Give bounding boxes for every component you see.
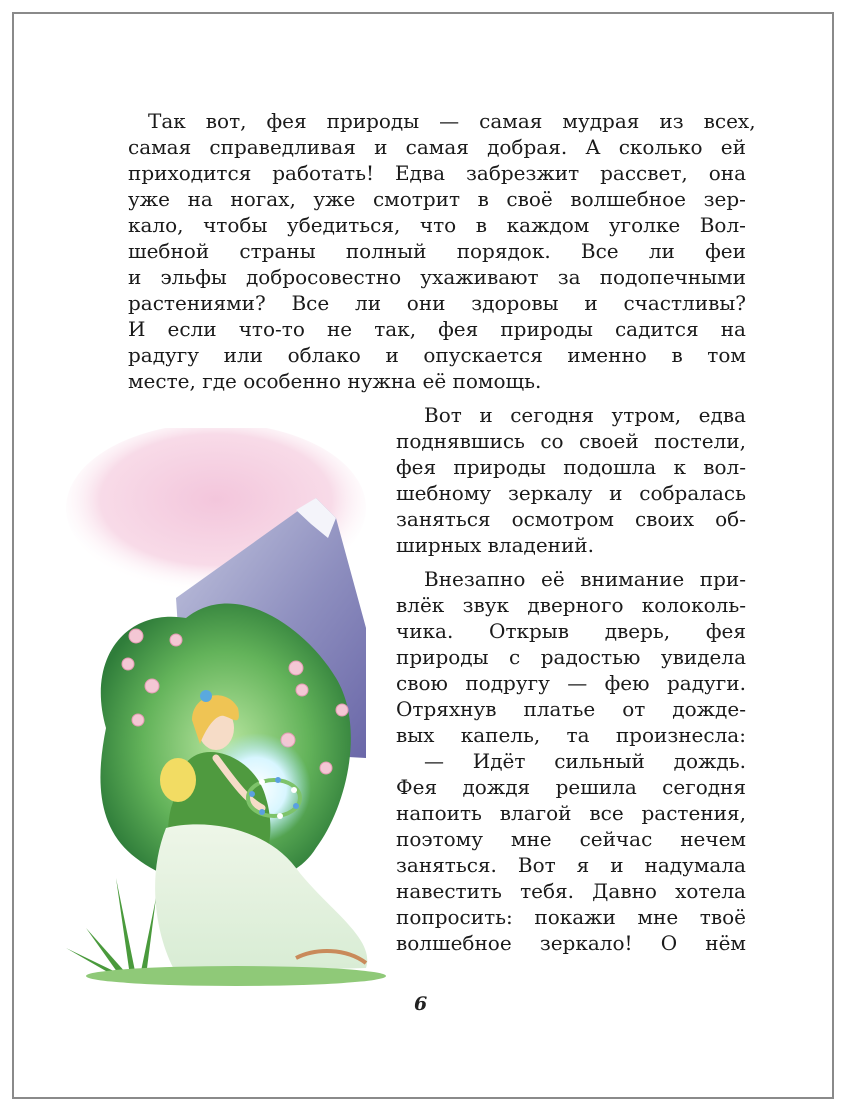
word: и: [128, 265, 142, 289]
word: счастливы?: [623, 291, 746, 315]
text-line: [396, 904, 746, 930]
word: звук: [462, 593, 510, 617]
text-line: [396, 402, 746, 428]
word: страны: [239, 239, 316, 263]
word: тебя.: [520, 879, 574, 903]
word: сколько: [618, 135, 703, 159]
word: и: [584, 291, 598, 315]
word: ли: [648, 239, 675, 263]
word: Внезапно: [424, 567, 526, 591]
word: растениями?: [128, 291, 266, 315]
word: свою: [396, 671, 448, 695]
word: они: [406, 291, 446, 315]
word: хотела: [675, 879, 746, 903]
word: не: [326, 317, 353, 341]
word: и: [385, 343, 399, 367]
text-line: [396, 532, 746, 558]
word: природы: [500, 317, 593, 341]
word: увидела: [660, 645, 746, 669]
word: она: [708, 161, 746, 185]
word: фея: [396, 455, 437, 479]
word: вол-: [703, 455, 746, 479]
text-line: [396, 878, 746, 904]
word: всех,: [703, 109, 756, 133]
word: колоколь-: [641, 593, 746, 617]
word: поэтому: [396, 827, 484, 851]
word: добросовестно: [245, 265, 402, 289]
word: ей: [720, 135, 746, 159]
text-line: [396, 826, 746, 852]
word: добрая.: [487, 135, 568, 159]
fairy-illustration: [66, 428, 386, 988]
word: что: [419, 213, 457, 237]
word: Едва: [394, 161, 446, 185]
word: своих: [634, 507, 695, 531]
grass-blades: [66, 878, 156, 978]
word: фея: [438, 317, 479, 341]
word: уже: [313, 187, 356, 211]
word: покажи: [534, 905, 616, 929]
word: фею: [604, 671, 650, 695]
word: нём: [705, 931, 746, 955]
word: здоровы: [471, 291, 559, 315]
word: опускается: [423, 343, 543, 367]
word: её: [541, 567, 565, 591]
word: забрезжит: [465, 161, 580, 185]
word: справедливая: [209, 135, 356, 159]
word: заняться: [396, 507, 491, 531]
text-line: [396, 480, 746, 506]
word: заняться.: [396, 853, 497, 877]
word: сильный: [554, 749, 645, 773]
word: навестить: [396, 879, 502, 903]
word: поднявшись: [396, 429, 525, 453]
word: собралась: [639, 481, 746, 505]
word: природы: [326, 109, 420, 133]
hair-flower: [200, 690, 212, 702]
word: едва: [698, 403, 746, 427]
text-line: [396, 618, 746, 644]
text-line: [128, 186, 746, 212]
word: Все: [580, 239, 619, 263]
text-line: [128, 212, 746, 238]
word: от: [622, 697, 646, 721]
word: надумала: [644, 853, 746, 877]
word: дверь,: [604, 619, 671, 643]
word: И: [128, 317, 146, 341]
word: твоё: [699, 905, 746, 929]
word: садится: [614, 317, 699, 341]
word: Фея: [396, 775, 438, 799]
text-line: [396, 800, 746, 826]
word: внимание: [580, 567, 685, 591]
word: и: [610, 853, 624, 877]
text-line: [396, 454, 746, 480]
word: Идёт: [472, 749, 526, 773]
word: уже: [128, 187, 171, 211]
word: самая: [128, 135, 192, 159]
word: на: [187, 187, 213, 211]
word: фея: [705, 619, 746, 643]
word: влёк: [396, 593, 445, 617]
word: эльфы: [160, 265, 227, 289]
word: самая: [479, 109, 543, 133]
text-line: [128, 134, 746, 160]
word: каждом: [506, 213, 590, 237]
word: решила: [555, 775, 637, 799]
word: подопечными: [599, 265, 746, 289]
word: ногах,: [230, 187, 296, 211]
word: том: [707, 343, 746, 367]
word: мне: [637, 905, 679, 929]
word: дверного: [527, 593, 624, 617]
word: своей: [579, 429, 639, 453]
word: капель,: [460, 723, 541, 747]
word: напоить: [396, 801, 482, 825]
text-line: [128, 238, 746, 264]
grass-ground: [86, 966, 386, 986]
word: с: [509, 645, 521, 669]
word: я: [576, 853, 590, 877]
word: об-: [715, 507, 746, 531]
word: радугу: [128, 343, 200, 367]
word: мне: [510, 827, 552, 851]
word: и: [609, 481, 623, 505]
text-line: [396, 930, 746, 956]
word: Открыв: [489, 619, 569, 643]
word: шебному: [396, 481, 492, 505]
word: Вол-: [699, 213, 746, 237]
text-line: [396, 748, 746, 774]
word: природы: [453, 455, 546, 479]
word: та: [566, 723, 590, 747]
word: зеркалу: [507, 481, 593, 505]
text-line: [128, 316, 746, 342]
word: дожде-: [672, 697, 746, 721]
word: радостью: [540, 645, 641, 669]
word: в: [671, 343, 683, 367]
word: дождь.: [673, 749, 746, 773]
text-line-content: месте, где особенно нужна её помощь.: [128, 369, 542, 393]
word: Вот: [424, 403, 462, 427]
fairy-sleeve: [160, 758, 196, 802]
word: на: [720, 317, 746, 341]
word: приходится: [128, 161, 252, 185]
text-line: [396, 592, 746, 618]
word: к: [673, 455, 686, 479]
word: и: [479, 403, 493, 427]
word: сейчас: [579, 827, 653, 851]
word: зер-: [703, 187, 746, 211]
word: сегодня: [510, 403, 595, 427]
word: А: [585, 135, 601, 159]
word: влагой: [499, 801, 572, 825]
word: мудрая: [562, 109, 640, 133]
word: ухаживают: [420, 265, 539, 289]
word: нечем: [680, 827, 746, 851]
word: из: [659, 109, 684, 133]
word: растения,: [641, 801, 746, 825]
text-line: [128, 290, 746, 316]
word: феи: [705, 239, 746, 263]
text-line: [396, 852, 746, 878]
word: природы: [396, 645, 489, 669]
word: осмотром: [511, 507, 614, 531]
word: уголке: [608, 213, 681, 237]
word: сегодня: [662, 775, 746, 799]
word: работать!: [272, 161, 375, 185]
word: в: [475, 213, 488, 237]
word: рассвет,: [600, 161, 688, 185]
word: фея: [266, 109, 307, 133]
word: волшебное: [570, 187, 687, 211]
text-line: [396, 696, 746, 722]
text-line: [128, 368, 746, 394]
word: убедиться,: [286, 213, 401, 237]
word: постели,: [654, 429, 746, 453]
word: со: [540, 429, 564, 453]
word: облако: [287, 343, 361, 367]
word: Отряхнув: [396, 697, 497, 721]
word: Все: [291, 291, 330, 315]
word: О: [660, 931, 678, 955]
word: утром,: [611, 403, 682, 427]
word: Так: [148, 109, 186, 133]
word: —: [567, 671, 588, 695]
word: чика.: [396, 619, 454, 643]
word: шебной: [128, 239, 210, 263]
text-line: [396, 506, 746, 532]
text-line: [128, 342, 746, 368]
word: порядок.: [456, 239, 551, 263]
word: зеркало!: [539, 931, 633, 955]
text-line: [396, 670, 746, 696]
word: дождя: [462, 775, 531, 799]
word: —: [439, 109, 460, 133]
text-line: [128, 160, 746, 186]
word: или: [223, 343, 264, 367]
word: при-: [699, 567, 746, 591]
word: и: [374, 135, 388, 159]
word: полный: [345, 239, 427, 263]
word: ли: [354, 291, 382, 315]
word: все: [589, 801, 624, 825]
word: чтобы: [203, 213, 268, 237]
word: Давно: [592, 879, 657, 903]
word: произнесла:: [615, 723, 746, 747]
word: за: [557, 265, 581, 289]
word: платье: [523, 697, 596, 721]
text-line-content: ширных владений.: [396, 533, 594, 557]
word: своё: [506, 187, 553, 211]
text-line: [128, 108, 756, 134]
word: волшебное: [396, 931, 512, 955]
word: Вот: [517, 853, 556, 877]
page-number: 6: [414, 993, 428, 1015]
word: кало,: [128, 213, 184, 237]
word: именно: [567, 343, 647, 367]
word: смотрит: [372, 187, 461, 211]
text-line: [396, 722, 746, 748]
text-line: [396, 566, 746, 592]
word: попросить:: [396, 905, 513, 929]
word: в: [477, 187, 489, 211]
text-line: [396, 774, 746, 800]
word: вот,: [205, 109, 247, 133]
word: вых: [396, 723, 435, 747]
word: если: [167, 317, 217, 341]
text-line: [396, 644, 746, 670]
word: подошла: [563, 455, 657, 479]
word: так,: [374, 317, 417, 341]
text-line: [128, 264, 746, 290]
word: подругу: [465, 671, 550, 695]
word: радуги.: [666, 671, 746, 695]
text-line: [396, 428, 746, 454]
word: —: [424, 749, 444, 773]
word: самая: [405, 135, 469, 159]
word: что-то: [238, 317, 305, 341]
